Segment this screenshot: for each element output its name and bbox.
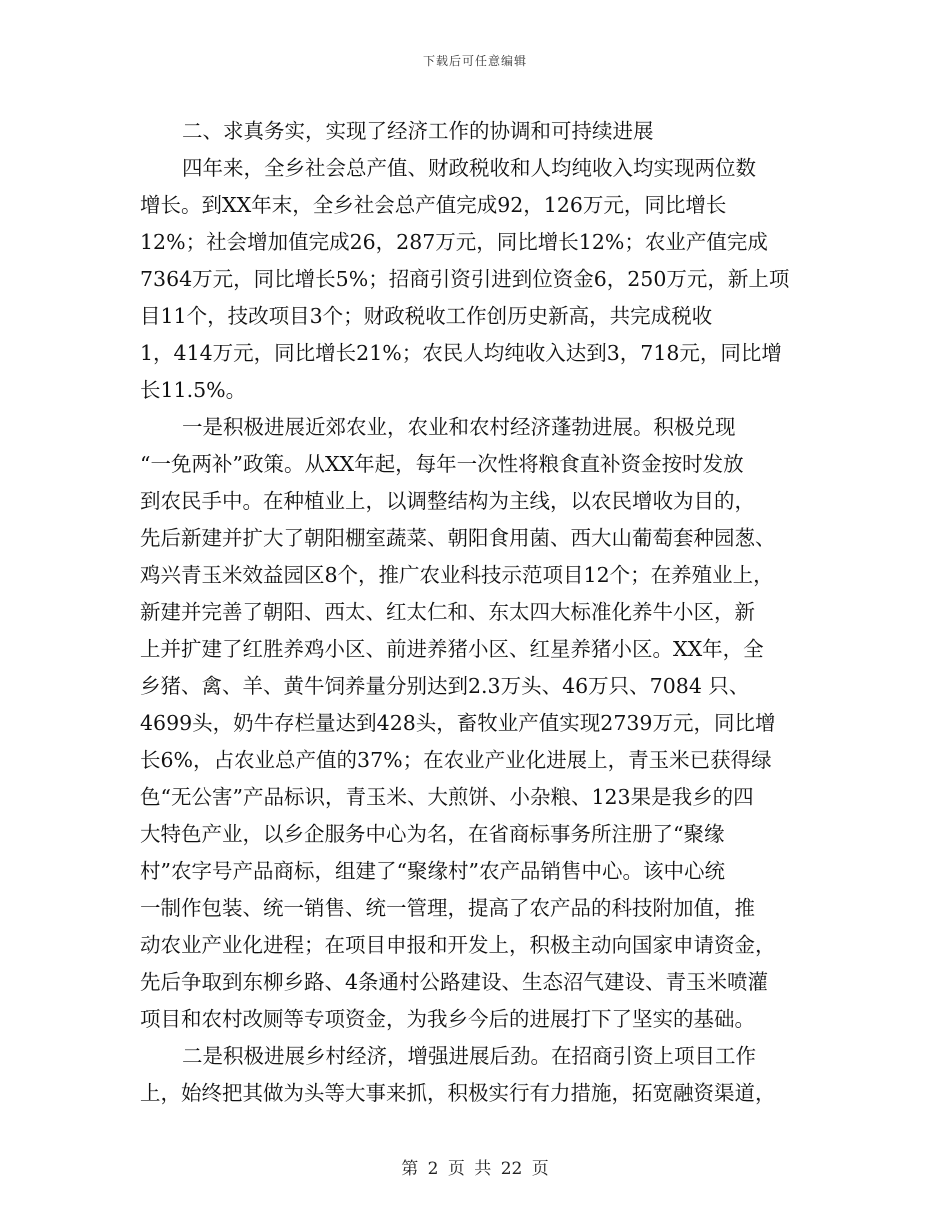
text-line: 四年来，全乡社会总产值、财政税收和人均纯收入均实现两位数 [182,156,756,180]
page-number: 第 2 页 共 22 页 [401,1159,549,1179]
text-line: 村”农字号产品商标，组建了“聚缘村”农产品销售中心。该中心统 [140,859,725,883]
document-body [140,113,812,1112]
text-line: 乡猪、禽、羊、黄牛饲养量分别达到2.3万头、46万只、7084 只、 [140,674,750,698]
text-line: 鸡兴青玉米效益园区8个，推广农业科技示范项目12个；在养殖业上， [140,563,774,587]
text-line: 二是积极进展乡村经济，增强进展后劲。在招商引资上项目工作 [182,1044,756,1068]
text-line: 7364万元，同比增长5%；招商引资引进到位资金6，250万元，新上项 [140,267,790,291]
text-line: 4699头，奶牛存栏量达到428头，畜牧业产值实现2739万元，同比增 [140,711,776,735]
text-line: 到农民手中。在种植业上，以调整结构为主线，以农民增收为目的， [140,489,755,513]
text-line: 上，始终把其做为头等大事来抓，积极实行有力措施，拓宽融资渠道， [140,1081,776,1105]
text-line: 项目和农村改厕等专项资金，为我乡今后的进展打下了坚实的基础。 [140,1007,755,1031]
text-line: 1，414万元，同比增长21%；农民人均纯收入达到3，718元，同比增 [140,341,782,365]
text-line: 先后争取到东柳乡路、4条通村公路建设、生态沼气建设、青玉米喷灌 [140,970,769,994]
text-line: 长11.5%。 [140,378,247,402]
text-line: 大特色产业，以乡企服务中心为名，在省商标事务所注册了“聚缘 [140,822,725,846]
text-line: 12%；社会增加值完成26，287万元，同比增长12%；农业产值完成 [140,230,768,254]
text-line: 色“无公害”产品标识，青玉米、大煎饼、小杂粮、123果是我乡的四 [140,785,754,809]
text-line: 长6%，占农业总产值的37%；在农业产业化进展上，青玉米已获得绿 [140,748,772,772]
text-line: 二、求真务实，实现了经济工作的协调和可持续进展 [182,119,654,143]
text-line: 动农业产业化进程；在项目申报和开发上，积极主动向国家申请资金， [140,933,776,957]
text-line: 上并扩建了红胜养鸡小区、前进养猪小区、红星养猪小区。XX年，全 [140,637,764,661]
text-line: 新建并完善了朝阳、西太、红太仁和、东太四大标准化养牛小区，新 [140,600,755,624]
text-line: 增长。到XX年末，全乡社会总产值完成92，126万元，同比增长 [140,193,727,217]
page-header-note: 下载后可任意编辑 [422,54,527,68]
text-line: 一是积极进展近郊农业，农业和农村经济蓬勃进展。积极兑现 [182,415,736,439]
text-line: 目11个，技改项目3个；财政税收工作创历史新高，共完成税收 [140,304,713,328]
text-line: 先后新建并扩大了朝阳棚室蔬菜、朝阳食用菌、西大山葡萄套种园葱、 [140,526,776,550]
text-line: 一制作包装、统一销售、统一管理，提高了农产品的科技附加值，推 [140,896,755,920]
text-line: “一免两补”政策。从XX年起，每年一次性将粮食直补资金按时发放 [140,452,744,476]
